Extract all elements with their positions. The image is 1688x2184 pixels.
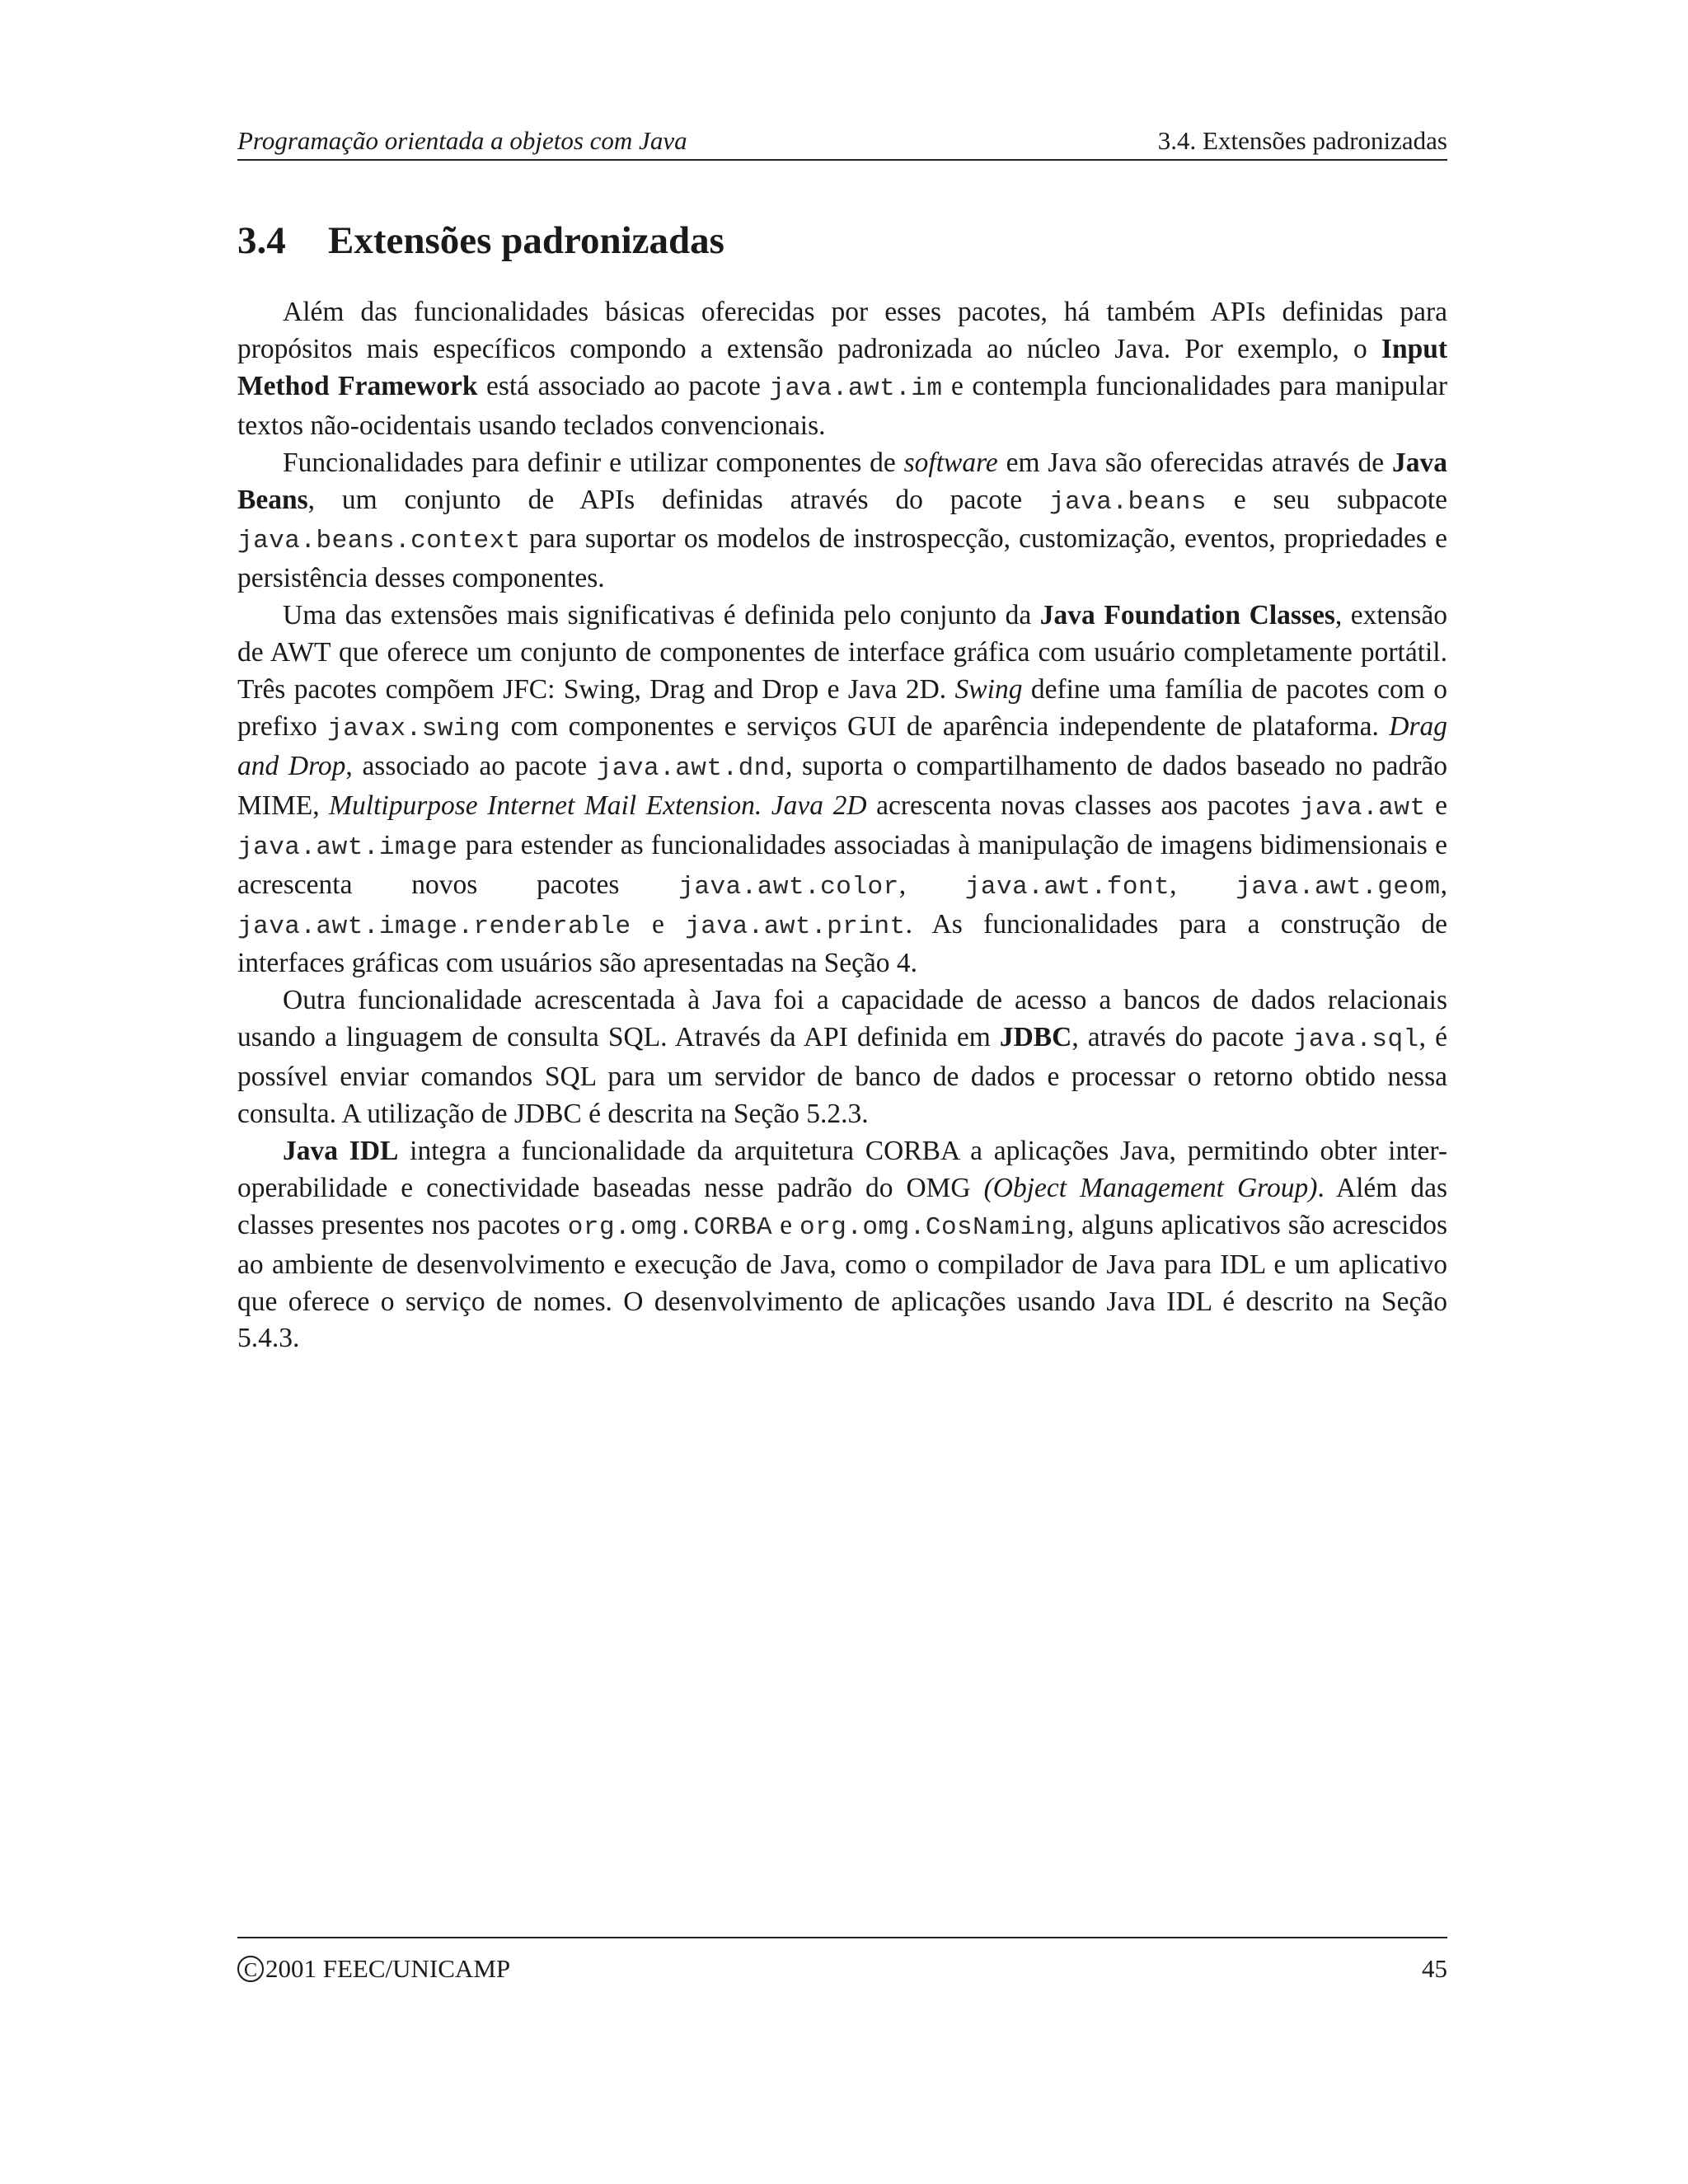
body-paragraph — [237, 1133, 1447, 1357]
text-run: para suportar os modelos de instrospecção, customização, eventos, propriedades e persistência desses componentes. — [237, 523, 1447, 594]
bold-term: Java IDL — [283, 1135, 399, 1166]
footer-rule — [237, 1937, 1447, 1938]
italic-term: Drag and Drop — [237, 710, 1447, 781]
text-run: e — [631, 908, 686, 940]
code-package: org.omg.CosNaming — [799, 1212, 1067, 1242]
text-run: , — [1440, 869, 1448, 900]
copyright-text: 2001 FEEC/UNICAMP — [265, 1954, 511, 1983]
bold-term: JDBC — [999, 1022, 1072, 1053]
code-package: java.beans.context — [237, 527, 521, 556]
text-run: Funcionalidades para definir e utilizar componentes de — [283, 447, 904, 478]
text-run: para estender as funcionalidades associadas à manipulação de imagens bidimensionais e acrescenta novos pacotes — [237, 829, 1447, 900]
section-number: 3.4 — [237, 219, 286, 262]
code-package: org.omg.CORBA — [567, 1212, 773, 1242]
code-package: java.awt.geom — [1236, 872, 1441, 902]
text-run: e contempla funcionalidades para manipular textos não-ocidentais usando teclados convencionais. — [237, 370, 1447, 441]
body-paragraph — [237, 598, 1447, 982]
text-run: , — [898, 869, 965, 900]
section-title: Extensões padronizadas — [328, 219, 724, 262]
italic-term: software — [903, 447, 998, 478]
page-footer — [237, 1952, 1447, 1986]
book-title: Programação orientada a objetos com Java — [237, 126, 687, 155]
text-run: , é possível enviar comandos SQL para um servidor de banco de dados e processar o retorno obtido nessa consulta. A utilização de JDBC é descrita na Seção 5.2.3. — [237, 1022, 1447, 1130]
code-package: java.awt — [1299, 793, 1426, 823]
text-run: Além das funcionalidades básicas oferecidas por esses pacotes, há também APIs definidas para propósitos mais específicos compondo a extensão padronizada ao núcleo Java. Por exemplo, o — [237, 297, 1447, 364]
code-package: java.awt.image.renderable — [237, 912, 631, 941]
text-run: Uma das extensões mais significativas é definida pelo conjunto da — [283, 600, 1040, 631]
code-package: java.awt.color — [678, 872, 899, 902]
code-package: java.awt.image — [237, 832, 458, 862]
text-run: . As funcionalidades para a construção de interfaces gráficas com usuários são apresentadas na Seção 4. — [237, 908, 1447, 979]
page-number: 45 — [1422, 1954, 1447, 1983]
text-run: e — [1425, 790, 1448, 821]
italic-term: Multipurpose Internet Mail Extension. Java 2D — [329, 790, 867, 821]
text-run: , extensão de AWT que oferece um conjunto de componentes de interface gráfica com usuário completamente portátil. Três pacotes compõem JFC: Swing, Drag and Drop e Java 2D. — [237, 600, 1448, 705]
text-run: e seu subpacote — [1207, 484, 1447, 515]
text-run: com componentes e serviços GUI de aparência independente de plataforma. — [500, 710, 1390, 742]
text-run: , — [1170, 869, 1236, 900]
body-text — [237, 294, 1447, 1357]
text-run: acrescenta novas classes aos pacotes — [866, 790, 1300, 821]
body-paragraph — [237, 982, 1447, 1133]
text-run: integra a funcionalidade da arquitetura CORBA a aplicações Java, permitindo obter inter-operabilidade e conectividade baseadas nesse padrão do OMG — [237, 1135, 1448, 1203]
text-run: , associado ao pacote — [345, 750, 597, 781]
header-section-ref: 3.4. Extensões padronizadas — [1157, 126, 1447, 155]
italic-term: Swing — [954, 674, 1023, 705]
italic-term: (Object Management Group) — [983, 1172, 1318, 1203]
code-package: java.beans — [1048, 487, 1207, 517]
running-header — [237, 124, 1447, 158]
body-paragraph — [237, 445, 1447, 598]
text-run: e — [772, 1209, 800, 1240]
code-package: java.awt.dnd — [596, 753, 785, 783]
bold-term: Java Beans — [237, 447, 1448, 515]
body-paragraph — [237, 294, 1447, 445]
text-run: em Java são oferecidas através de — [997, 447, 1393, 478]
text-run: está associado ao pacote — [477, 370, 770, 401]
text-run: , através do pacote — [1071, 1022, 1293, 1053]
text-run: Outra funcionalidade acrescentada à Java foi a capacidade de acesso a bancos de dados relacionais usando a linguagem de consulta SQL. Através da API definida em — [237, 985, 1447, 1053]
code-package: java.awt.im — [769, 373, 943, 403]
code-package: java.awt.print — [685, 912, 906, 941]
copyright — [237, 1952, 510, 1986]
text-run: define uma família de pacotes com o prefixo — [237, 674, 1448, 742]
bold-term: Input Method Framework — [237, 333, 1447, 401]
code-package: javax.swing — [327, 714, 501, 743]
header-rule — [237, 159, 1447, 161]
text-run: , suporta o compartilhamento de dados baseado no padrão MIME, — [237, 750, 1447, 821]
text-run: , alguns aplicativos são acrescidos ao ambiente de desenvolvimento e execução de Java, como o compilador de Java para IDL e um aplicativo que oferece o serviço de nomes. O desenvolvimento de aplicações usando Java IDL é descrito na Seção 5.4.3. — [237, 1209, 1447, 1354]
text-run: , um conjunto de APIs definidas através do pacote — [307, 484, 1049, 515]
text-run: . Além das classes presentes nos pacotes — [237, 1172, 1448, 1240]
code-package: java.awt.font — [964, 872, 1170, 902]
copyright-icon: C — [237, 1956, 264, 1982]
code-package: java.sql — [1292, 1025, 1419, 1055]
bold-term: Java Foundation Classes — [1039, 600, 1335, 631]
section-heading — [237, 216, 724, 265]
